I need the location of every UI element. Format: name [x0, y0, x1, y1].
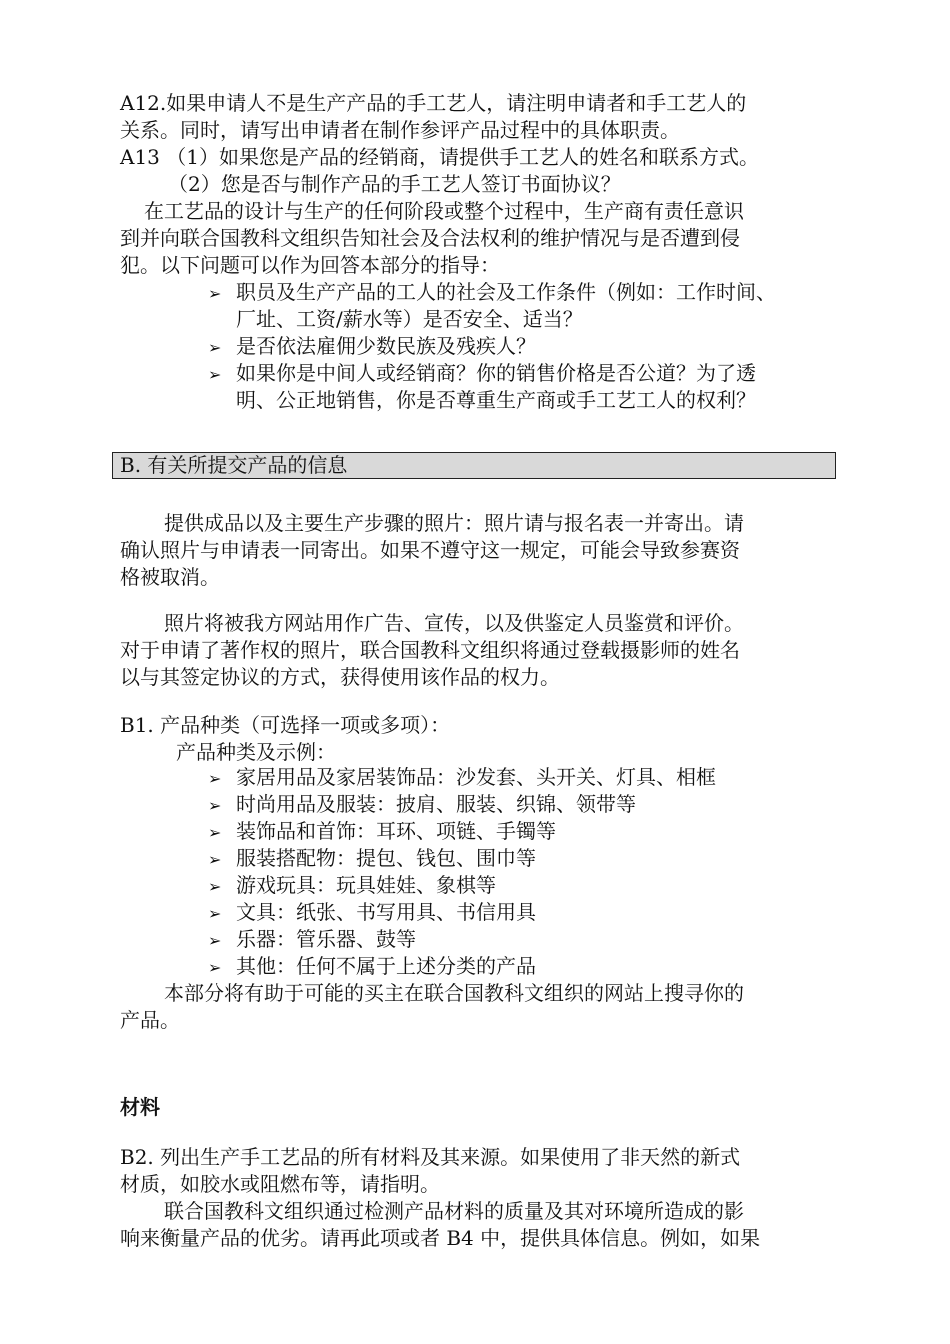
b1-list-item [208, 872, 496, 899]
photos-paragraph-1-line-2: 确认照片与申请表一同寄出。如果不遵守这一规定，可能会导致参赛资 [120, 538, 740, 562]
b1-list-item [208, 845, 536, 872]
arrow-bullet-icon: ➢ [208, 877, 222, 896]
social-bullet-1 [208, 279, 776, 306]
b1-list-item-text: 游戏玩具：玩具娃娃、象棋等 [236, 873, 496, 897]
b1-list-item-text: 时尚用品及服装：披肩、服装、织锦、领带等 [236, 792, 636, 816]
photos-paragraph-2-line-2: 对于申请了著作权的照片，联合国教科文组织将通过登载摄影师的姓名 [120, 638, 740, 662]
arrow-bullet-icon: ➢ [208, 904, 222, 923]
a12-line-1: A12.如果申请人不是生产产品的手工艺人，请注明申请者和手工艺人的 [120, 91, 747, 115]
arrow-bullet-icon: ➢ [208, 769, 222, 788]
section-b-header: B. 有关所提交产品的信息 [112, 452, 836, 479]
arrow-bullet-icon: ➢ [208, 796, 222, 815]
photos-paragraph-1-line-3: 格被取消。 [120, 565, 220, 589]
arrow-bullet-icon: ➢ [208, 823, 222, 842]
social-bullet-2-text: 是否依法雇佣少数民族及残疾人？ [236, 334, 536, 358]
social-bullet-1-text: 职员及生产产品的工人的社会及工作条件（例如：工作时间、 [236, 280, 776, 304]
b1-list-item [208, 953, 536, 980]
b1-list-item-text: 家居用品及家居装饰品：沙发套、头开关、灯具、相框 [236, 765, 716, 789]
b1-list-item-text: 其他：任何不属于上述分类的产品 [236, 954, 536, 978]
b1-list-item [208, 764, 716, 791]
b2-line-1: B2. 列出生产手工艺品的所有材料及其来源。如果使用了非天然的新式 [120, 1145, 741, 1169]
b1-list-item [208, 818, 556, 845]
b1-list-item [208, 926, 416, 953]
arrow-bullet-icon: ➢ [208, 850, 222, 869]
b1-note-line-1: 本部分将有助于可能的买主在联合国教科文组织的网站上搜寻你的 [164, 981, 744, 1005]
photos-paragraph-2-line-3: 以与其签定协议的方式，获得使用该作品的权力。 [120, 665, 560, 689]
a13-line-1: A13 （1）如果您是产品的经销商，请提供手工艺人的姓名和联系方式。 [120, 145, 759, 169]
b1-list-item-text: 装饰品和首饰：耳环、项链、手镯等 [236, 819, 556, 843]
arrow-bullet-icon: ➢ [208, 958, 222, 977]
a12-line-2: 关系。同时，请写出申请者在制作参评产品过程中的具体职责。 [120, 118, 680, 142]
b1-list-item-text: 乐器：管乐器、鼓等 [236, 927, 416, 951]
photos-paragraph-1-line-1: 提供成品以及主要生产步骤的照片：照片请与报名表一并寄出。请 [164, 511, 744, 535]
social-bullet-3 [208, 360, 756, 387]
materials-paragraph-line-2: 响来衡量产品的优劣。请再此项或者 B4 中，提供具体信息。例如，如果 [120, 1226, 761, 1250]
social-paragraph-line-3: 犯。以下问题可以作为回答本部分的指导： [120, 253, 500, 277]
arrow-bullet-icon: ➢ [208, 931, 222, 950]
b1-list-item-text: 文具：纸张、书写用具、书信用具 [236, 900, 536, 924]
photos-paragraph-2-line-1: 照片将被我方网站用作广告、宣传，以及供鉴定人员鉴赏和评价。 [164, 611, 744, 635]
arrow-bullet-icon: ➢ [208, 338, 222, 357]
b1-list-item-text: 服装搭配物：提包、钱包、围巾等 [236, 846, 536, 870]
b1-note-line-2: 产品。 [120, 1008, 180, 1032]
arrow-bullet-icon: ➢ [208, 284, 222, 303]
social-paragraph-line-2: 到并向联合国教科文组织告知社会及合法权利的维护情况与是否遭到侵 [120, 226, 740, 250]
social-bullet-3-text: 如果你是中间人或经销商？你的销售价格是否公道？为了透 [236, 361, 756, 385]
materials-paragraph-line-1: 联合国教科文组织通过检测产品材料的质量及其对环境所造成的影 [164, 1199, 744, 1223]
social-bullet-1-cont: 厂址、工资/薪水等）是否安全、适当？ [236, 307, 583, 331]
arrow-bullet-icon: ➢ [208, 365, 222, 384]
social-bullet-3-cont: 明、公正地销售，你是否尊重生产商或手工艺工人的权利？ [236, 388, 756, 412]
b2-line-2: 材质，如胶水或阻燃布等，请指明。 [120, 1172, 440, 1196]
b1-title: B1. 产品种类（可选择一项或多项）： [120, 713, 451, 737]
a13-line-2: （2）您是否与制作产品的手工艺人签订书面协议？ [168, 172, 621, 196]
b1-list-item [208, 791, 636, 818]
b1-list-item [208, 899, 536, 926]
social-paragraph-line-1: 在工艺品的设计与生产的任何阶段或整个过程中，生产商有责任意识 [144, 199, 744, 223]
b1-subtitle: 产品种类及示例： [176, 740, 336, 764]
social-bullet-2 [208, 333, 536, 360]
materials-heading: 材料 [120, 1095, 160, 1119]
